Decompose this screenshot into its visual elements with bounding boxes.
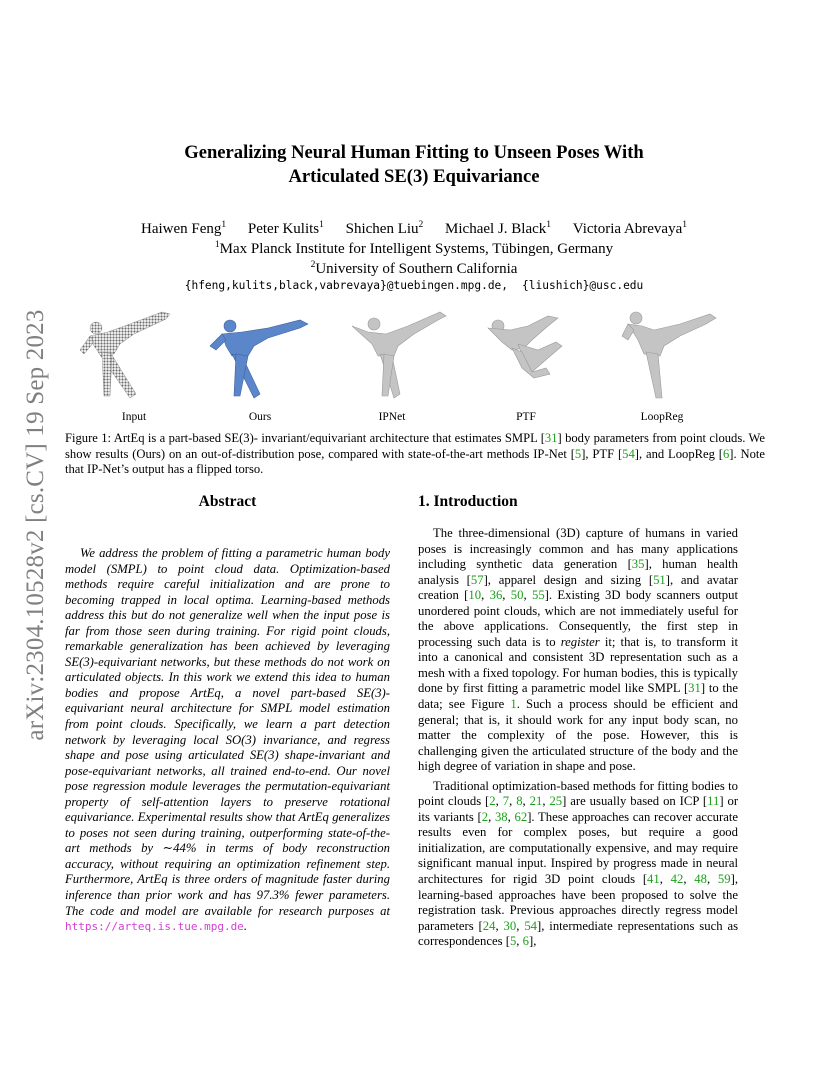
- paragraph-text: ,: [542, 794, 550, 809]
- emphasis-text: register: [560, 634, 600, 649]
- citation-link[interactable]: 62: [514, 809, 528, 824]
- paragraph-text: ,: [495, 794, 503, 809]
- citation-link[interactable]: 42: [670, 872, 684, 887]
- figure-label: PTF: [516, 411, 536, 423]
- citation-link[interactable]: 38: [494, 809, 508, 824]
- citation-link[interactable]: 50: [510, 588, 524, 603]
- figure-panel-ours: [196, 306, 324, 426]
- citation-link[interactable]: 5: [574, 446, 582, 461]
- paragraph-text: ,: [516, 918, 525, 933]
- author: Peter Kulits$^1$: [247, 220, 324, 237]
- email-group: {hfeng,kulits,black,vabrevaya}@tuebingen.mpg.de,: [184, 279, 509, 292]
- paragraph-text: ,: [507, 809, 515, 824]
- figure-panel-ipnet: [328, 306, 456, 426]
- teaser-figure: [70, 306, 760, 426]
- paragraph-text: . Such a process should be efficient and general; that is, it should work for any input body scan, no matter the complexity of the pose. However, this is challenging given the articulated structure of the body and the high degree of variation in shape and pose.: [418, 697, 738, 774]
- citation-link[interactable]: 31: [544, 431, 558, 445]
- citation-link[interactable]: 54: [622, 446, 635, 461]
- figure-label: Ours: [248, 411, 272, 423]
- author: Victoria Abrevaya$^1$: [572, 220, 687, 237]
- citation-link[interactable]: 11: [707, 794, 720, 809]
- author-emails: [60, 279, 768, 292]
- input-pointcloud-image: [70, 306, 198, 402]
- citation-link[interactable]: 59: [717, 872, 731, 887]
- figure-panel-ptf: [462, 306, 590, 426]
- paper-title: [100, 141, 728, 189]
- paragraph-text: ,: [481, 588, 490, 603]
- citation-link[interactable]: 24: [482, 918, 496, 933]
- paragraph-text: ,: [683, 872, 695, 887]
- figure-caption: Figure 1: ArtEq is a part-based SE(3)- invariant/equivariant architecture that estimates SMPL [31] body parameters from point clouds. We show results (Ours) on an out-of-distribution pose, compared with state-of-the-art methods IP-Net [5], PTF [54], and LoopReg [6]. Note that IP-Net’s output has a flipped torso.: [65, 431, 765, 477]
- paragraph-text: The three-dimensional (3D) capture of humans in varied poses is increasingly common and has many applications including synthetic data generation [: [418, 526, 738, 572]
- paragraph-text: ,: [509, 794, 517, 809]
- title-line-1: Generalizing Neural Human Fitting to Unseen Poses With: [184, 142, 644, 163]
- abstract-body: We address the problem of fitting a parametric human body model (SMPL) to point cloud data. Optimization-based methods require careful initialization and are prone to becoming trapped in local optima. Learning-based methods address this but do not generalize well when the input pose is far from those seen during training. For rigid point clouds, remarkable generalization has been achieved by leveraging SE(3)-equivariant networks, but these methods do not work on articulated objects. In this work we extend this idea to human bodies and propose ArtEq, a novel part-based SE(3)-equivariant neural architecture for SMPL model estimation from point clouds. Specifically, we learn a part detection network by leveraging local SO(3) invariance, and regress shape and pose using articulated SE(3) shape-invariant and pose-equivariant networks, all trained end-to-end. Our novel pose regression module leverages the permutation-equivariant property of self-attention layers to preserve rotational equivariance. Experimental results show that ArtEq generalizes to poses not seen during training, outperforming state-of-the-art methods by ∼44% in terms of body reconstruction accuracy, without requiring an optimization refinement step. Furthermore, ArtEq is three orders of magnitude faster during inference than prior work and has 97.3% fewer parameters. The code and model are available for research purposes at https://arteq.is.tue.mpg.de.: [65, 546, 390, 934]
- citation-link[interactable]: 2: [489, 794, 496, 809]
- abstract-heading: Abstract: [198, 493, 257, 510]
- citation-link[interactable]: 5: [509, 934, 517, 949]
- title-line-2: Articulated SE(3) Equivariance: [288, 166, 540, 187]
- ipnet-result-image: [328, 306, 456, 402]
- figure-panel-input: [70, 306, 198, 426]
- introduction-body: [418, 526, 738, 950]
- citation-link[interactable]: 10: [468, 588, 482, 603]
- citation-link[interactable]: 30: [503, 918, 517, 933]
- figure-label: IPNet: [378, 411, 406, 423]
- paragraph-text: ],: [528, 934, 537, 949]
- paragraph: [418, 526, 738, 775]
- caption-label: Figure 1:: [65, 431, 112, 445]
- figure-label: Input: [121, 411, 147, 423]
- author: Shichen Liu$^2$: [345, 220, 424, 237]
- citation-link[interactable]: 2: [481, 809, 489, 824]
- citation-link[interactable]: 7: [502, 794, 510, 809]
- paragraph: [418, 779, 738, 950]
- paragraph-text: ], intermediate representations such as correspondences [: [418, 918, 739, 949]
- author: Haiwen Feng$^1$: [140, 220, 227, 237]
- ptf-result-image: [462, 306, 590, 402]
- citation-link[interactable]: 25: [549, 794, 563, 809]
- citation-link[interactable]: 36: [489, 588, 503, 603]
- paragraph-text: ] to the data; see Figure: [418, 681, 738, 712]
- paragraph-text: ,: [495, 918, 504, 933]
- affiliation-2: $^2$University of Southern California: [310, 260, 518, 277]
- paragraph-text: it; that is, to transform it into a canonical and consistent 3D representation such as a mesh with a fixed topology. For human bodies, this is typically done by first fitting a parametric model like SMPL [: [418, 634, 739, 696]
- citation-link[interactable]: 55: [531, 588, 545, 603]
- paragraph-text: ] are usually based on ICP [: [562, 794, 708, 809]
- paragraph-text: ] or its variants [: [418, 794, 739, 824]
- citation-link[interactable]: 6: [522, 934, 529, 949]
- paragraph-text: ,: [516, 934, 523, 949]
- figure-label: LoopReg: [640, 411, 684, 423]
- paragraph-text: ,: [659, 872, 671, 887]
- citation-link[interactable]: 31: [688, 681, 701, 696]
- ours-result-image: [196, 306, 324, 402]
- abstract-text: We address the problem of fitting a parametric human body model (SMPL) to point cloud data. Optimization-based methods require careful initialization and are prone to becoming trapped in local optima. Learning-based methods address this but do not generalize well when the input pose is far from those seen during training. For rigid point clouds, remarkable generalization has been achieved by leveraging SE(3)-equivariant networks, but these methods do not work on articulated objects. In this work we extend this idea to human bodies and propose ArtEq, a novel part-based SE(3)-equivariant neural architecture for SMPL model estimation from point clouds. Specifically, we learn a part detection network by leveraging local SO(3) invariance, and regress shape and pose using articulated SE(3) shape-invariant and pose-equivariant networks, all trained end-to-end. Our novel pose regression module leverages the permutation-equivariant property of self-attention layers to preserve rotational equivariance. Experimental results show that ArtEq generalizes to poses not seen during training, outperforming state-of-the-art methods by ∼44% in terms of body reconstruction accuracy, without requiring an optimization refinement step. Furthermore, ArtEq is three orders of magnitude faster during inference than prior work and has 97.3% fewer parameters. The code and model are available for research purposes at: [65, 546, 390, 918]
- code-url-link[interactable]: https://arteq.is.tue.mpg.de: [65, 920, 244, 934]
- citation-link[interactable]: 41: [647, 872, 660, 887]
- paragraph-text: ], human health analysis [: [418, 557, 738, 587]
- paragraph-text: ]. Existing 3D body scanners output unordered point clouds, which are not immediately useful for the above applications. Consequently, the first step in processing such data is to: [418, 588, 738, 649]
- citation-link[interactable]: 48: [694, 872, 707, 887]
- figure-panel-loopreg: [598, 306, 726, 426]
- paragraph-text: ,: [502, 588, 511, 603]
- citation-link[interactable]: 1: [510, 697, 517, 712]
- paragraph-text: ]. These approaches can recover accurate results even for complex poses, but require a good initialization, are computationally expensive, and may require significant manual input. Inspired by progress made in neural architectures for rigid 3D point clouds [: [418, 809, 739, 887]
- paragraph-text: Traditional optimization-based methods for fitting bodies to point clouds [: [418, 778, 738, 809]
- paragraph-text: ,: [488, 809, 495, 824]
- email-group: {liushich}@usc.edu: [522, 279, 644, 292]
- paragraph-text: ,: [706, 872, 718, 887]
- citation-link[interactable]: 51: [653, 572, 666, 587]
- citation-link[interactable]: 35: [631, 557, 645, 572]
- citation-link[interactable]: 54: [524, 918, 537, 933]
- citation-link[interactable]: 57: [470, 572, 484, 587]
- affiliation-1: $^1$Max Planck Institute for Intelligent Systems, Tübingen, Germany: [214, 240, 614, 257]
- author: Michael J. Black$^1$: [445, 220, 552, 237]
- loopreg-result-image: [598, 306, 726, 402]
- paragraph-text: ], learning-based approaches have been proposed to solve the registration task. Previous approaches directly regress model parameters [: [418, 872, 739, 933]
- section-heading-introduction: 1. Introduction: [418, 493, 518, 510]
- paragraph-text: ,: [522, 794, 530, 809]
- paragraph-text: ], and avatar creation [: [418, 572, 738, 603]
- arxiv-stamp: [14, 280, 58, 770]
- citation-link[interactable]: 8: [516, 794, 523, 809]
- author-list: [60, 219, 768, 239]
- paragraph-text: ,: [523, 588, 532, 603]
- citation-link[interactable]: 21: [529, 794, 543, 809]
- paragraph-text: ], apparel design and sizing [: [483, 572, 654, 587]
- citation-link[interactable]: 6: [722, 446, 730, 461]
- arxiv-id: arXiv:2304.10528v2 [cs.CV] 19 Sep 2023: [22, 309, 49, 741]
